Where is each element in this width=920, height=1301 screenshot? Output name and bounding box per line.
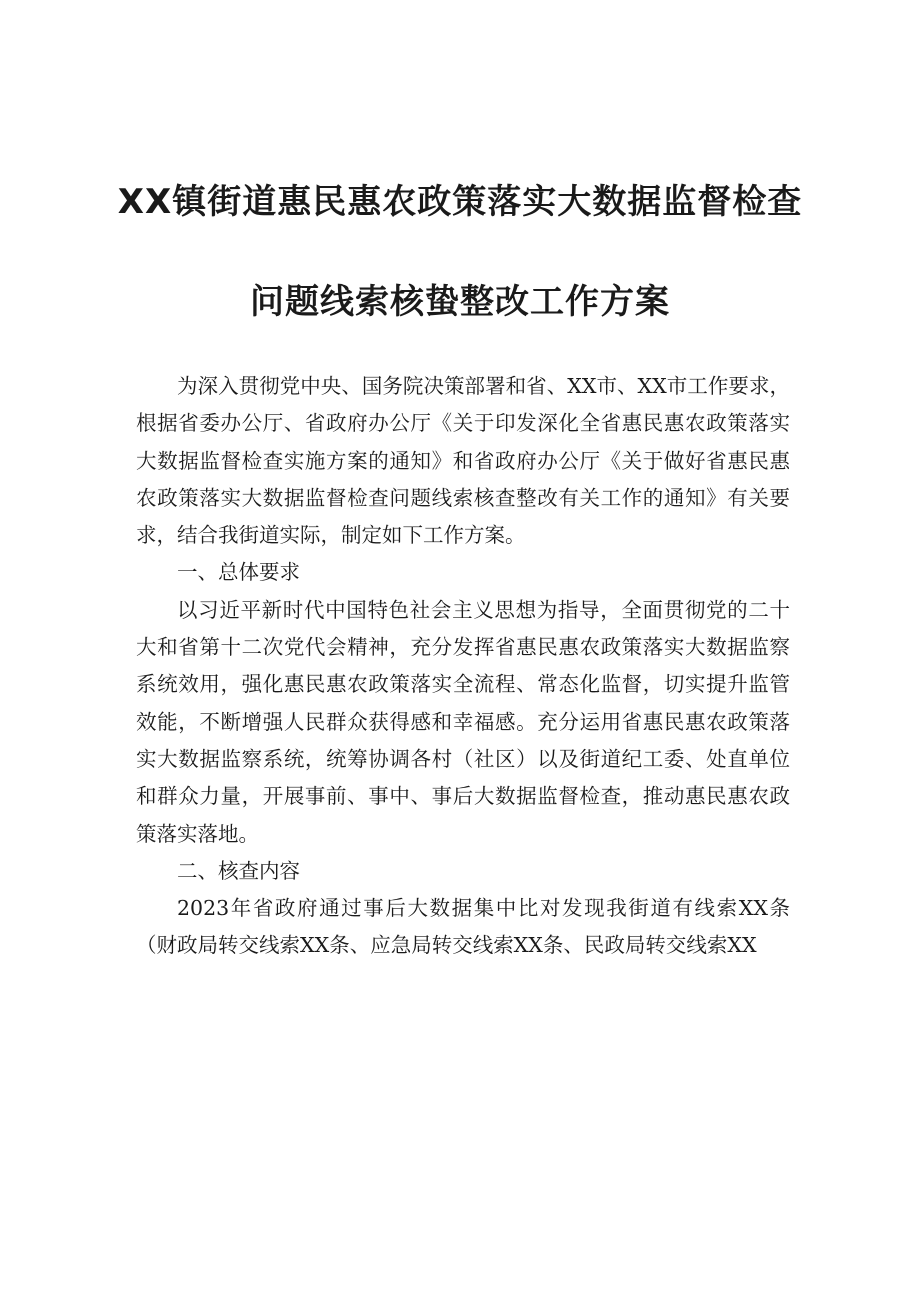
document-title-line-1: XX镇街道惠民惠农政策落实大数据监督检查 [117,182,803,222]
section-heading-general-requirements: 一、总体要求 [177,560,300,585]
verification-content-paragraph: 2023年省政府通过事后大数据集中比对发现我街道有线索XX条（财政局转交线索XX条、应急局转交线索XX条、民政局转交线索XX [136,896,790,958]
intro-paragraph: 为深入贯彻党中央、国务院决策部署和省、XX市、XX市工作要求，根据省委办公厅、省政府办公厅《关于印发深化全省惠民惠农政策落实大数据监督检查实施方案的通知》和省政府办公厅《关于做好省惠民惠农政策落实大数据监督检查问题线索核查整改有关工作的通知》有关要求，结合我街道实际，制定如下工作方案。 [136,374,790,548]
section-heading-verification-content: 二、核查内容 [177,858,300,883]
general-requirements-paragraph: 以习近平新时代中国特色社会主义思想为指导，全面贯彻党的二十大和省第十二次党代会精神，充分发挥省惠民惠农政策落实大数据监察系统效用，强化惠民惠农政策落实全流程、常态化监督，切实提升监管效能，不断增强人民群众获得感和幸福感。充分运用省惠民惠农政策落实大数据监察系统，统筹协调各村（社区）以及街道纪工委、处直单位和群众力量，开展事前、事中、事后大数据监督检查，推动惠民惠农政策落实落地。 [136,597,790,846]
document-title-line-2: 问题线索核蛰整改工作方案 [250,282,670,322]
document-body [136,368,790,965]
